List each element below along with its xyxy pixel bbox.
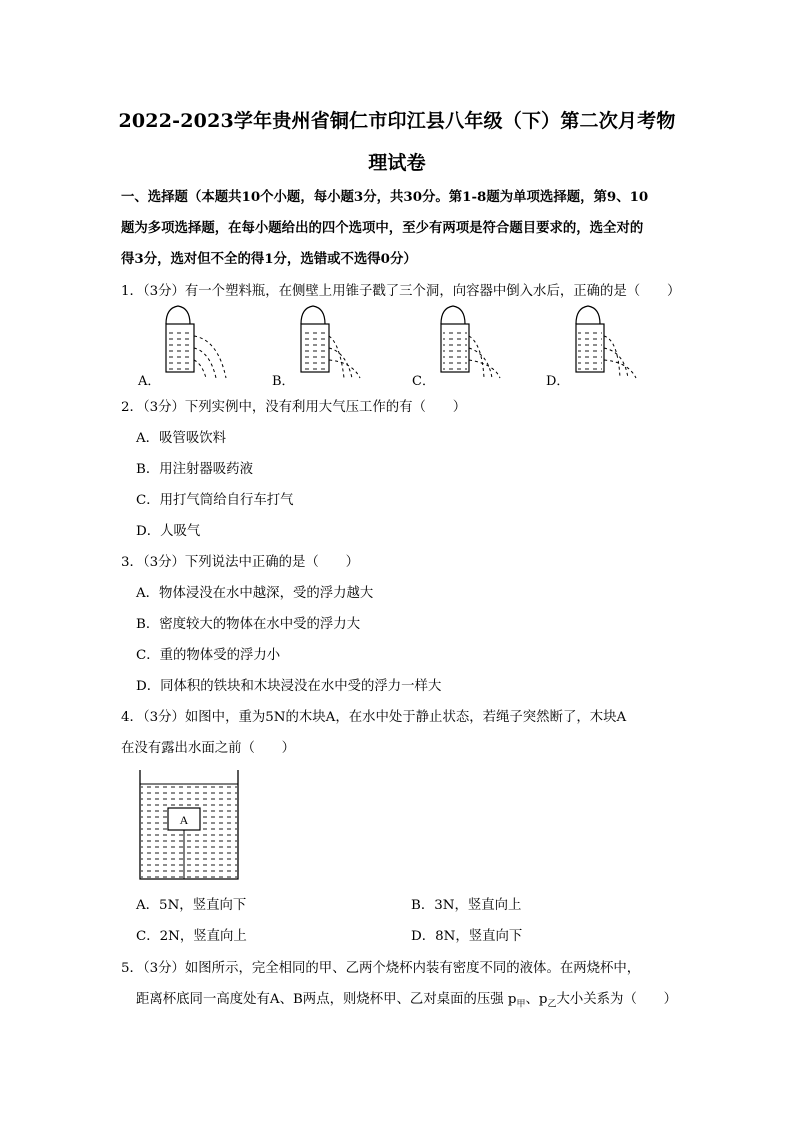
q2-option-b: B．用注射器吸药液 (136, 462, 253, 477)
bottle-c (441, 306, 500, 378)
q3-option-d: D．同体积的铁块和木块浸没在水中受的浮力一样大 (136, 679, 442, 694)
bottle-a (166, 306, 226, 378)
q5-text-b: 大小关系为（ ） (556, 992, 678, 1007)
question-1-figures (0, 300, 794, 390)
q4-option-b: B．3N，竖直向上 (411, 898, 522, 913)
q4-option-c: C．2N，竖直向上 (136, 929, 247, 944)
q4-option-a: A．5N，竖直向下 (136, 898, 247, 913)
question-1-stem: 1．（3分）有一个塑料瓶，在侧壁上用锥子戳了三个洞，向容器中倒入水后，正确的是（ ） (121, 284, 681, 299)
question-4-stem-line1: 4．（3分）如图中，重为5N的木块A，在水中处于静止状态，若绳子突然断了，木块A (121, 710, 627, 725)
question-4-stem-line2: 在没有露出水面之前（ ） (121, 741, 296, 756)
q5-sub-yi: 乙 (547, 999, 557, 1010)
q1-option-b: B． (272, 374, 295, 389)
bottle-d (576, 306, 636, 378)
section-header-line3: 得3分，选对但不全的得1分，选错或不选得0分） (121, 251, 417, 267)
block-a-label: A (179, 813, 189, 827)
q4-option-d: D．8N，竖直向下 (411, 929, 523, 944)
q1-option-a: A． (138, 374, 161, 389)
question-2-stem: 2．（3分）下列实例中，没有利用大气压工作的有（ ） (121, 400, 467, 415)
q1-option-c: C． (412, 374, 435, 389)
question-3-stem: 3．（3分）下列说法中正确的是（ ） (121, 555, 359, 570)
section-header-line2: 题为多项选择题，在每小题给出的四个选项中，至少有两项是符合题目要求的，选全对的 (121, 220, 644, 236)
page-title-line2: 理试卷 (368, 152, 426, 174)
section-header-line1: 一、选择题（本题共10个小题，每小题3分，共30分。第1-8题为单项选择题，第9、10 (121, 189, 649, 205)
question-5-stem-line2 (136, 988, 677, 1010)
q1-option-d: D． (546, 374, 570, 389)
q2-option-d: D．人吸气 (136, 524, 201, 539)
question-5-stem-line1: 5．（3分）如图所示，完全相同的甲、乙两个烧杯内装有密度不同的液体。在两烧杯中， (121, 961, 641, 976)
bottle-b (301, 306, 360, 378)
q2-option-a: A．吸管吸饮料 (136, 431, 227, 446)
q5-text-a: 距离杯底同一高度处有A、B两点，则烧杯甲、乙对桌面的压强 p (136, 992, 517, 1007)
q5-sep: 、p (525, 992, 548, 1007)
q5-sub-jia: 甲 (516, 999, 526, 1010)
q3-option-c: C．重的物体受的浮力小 (136, 648, 281, 663)
q3-option-b: B．密度较大的物体在水中受的浮力大 (136, 617, 361, 632)
q3-option-a: A．物体浸没在水中越深，受的浮力越大 (136, 586, 374, 601)
q2-option-c: C．用打气筒给自行车打气 (136, 493, 294, 508)
page-title: 2022-2023学年贵州省铜仁市印江县八年级（下）第二次月考物 (118, 110, 676, 132)
question-4-figure (130, 766, 250, 886)
